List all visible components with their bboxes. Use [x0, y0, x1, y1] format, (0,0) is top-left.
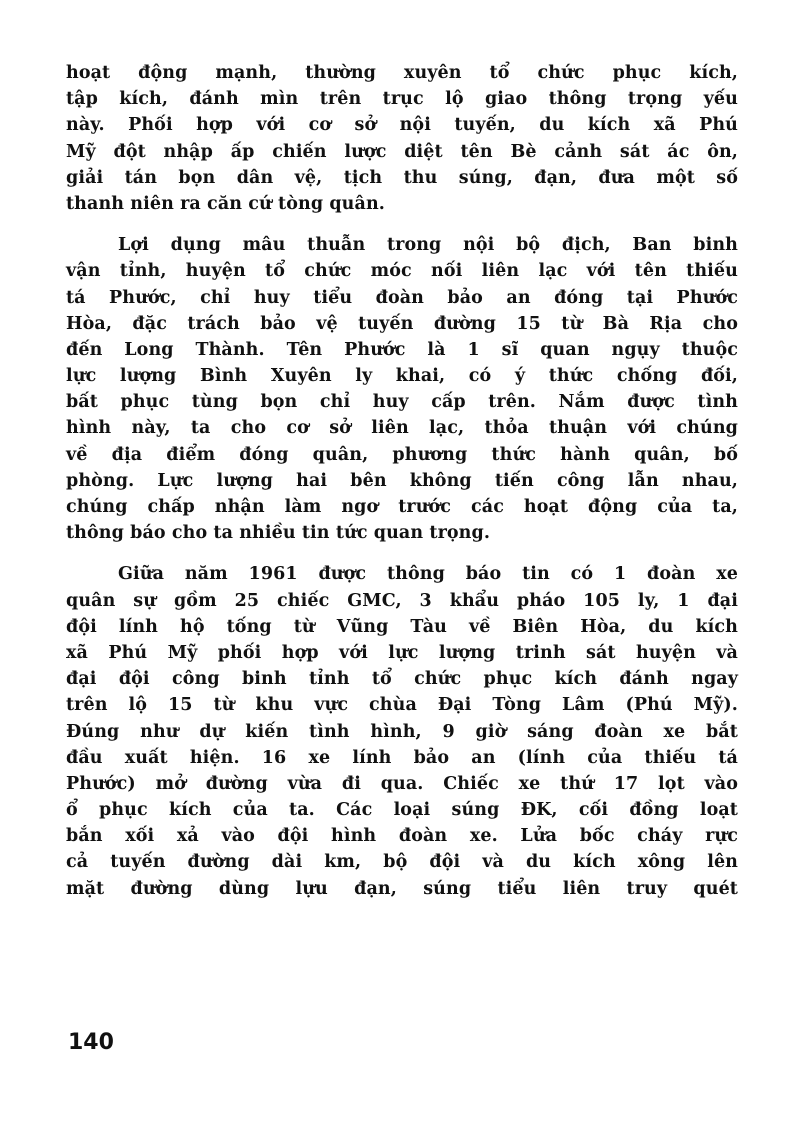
text-line: Lợi dụng mâu thuẫn trong nội bộ địch, Ban binh: [118, 235, 738, 256]
text-line: cả tuyến đường dài km, bộ đội và du kích xông lên: [66, 852, 738, 873]
text-line: quân sự gồm 25 chiếc GMC, 3 khẩu pháo 105 ly, 1 đại: [66, 590, 738, 611]
text-line: xã Phú Mỹ phối hợp với lực lượng trinh sát huyện và: [66, 642, 738, 663]
body-text: [66, 60, 738, 917]
text-line: vận tỉnh, huyện tổ chức móc nối liên lạc với tên thiếu: [66, 261, 738, 282]
text-line: mặt đường dùng lựu đạn, súng tiểu liên truy quét: [66, 878, 738, 899]
text-line: Đúng như dự kiến tình hình, 9 giờ sáng đoàn xe bắt: [66, 721, 738, 742]
paragraph-2: [66, 232, 738, 546]
text-line: thông báo cho ta nhiều tin tức quan trọng.: [66, 523, 491, 544]
text-line: thanh niên ra căn cứ tòng quân.: [66, 193, 385, 214]
text-line: giải tán bọn dân vệ, tịch thu súng, đạn, đưa một số: [66, 167, 738, 188]
text-line: trên lộ 15 từ khu vực chùa Đại Tòng Lâm (Phú Mỹ).: [66, 695, 738, 716]
page-number: 140: [68, 1030, 114, 1055]
text-line: Phước) mở đường vừa đi qua. Chiếc xe thứ 17 lọt vào: [66, 773, 738, 794]
text-line: hình này, ta cho cơ sở liên lạc, thỏa thuận với chúng: [66, 418, 738, 439]
text-line: về địa điểm đóng quân, phương thức hành quân, bố: [66, 444, 738, 465]
text-line: bất phục tùng bọn chỉ huy cấp trên. Nắm được tình: [66, 392, 738, 413]
text-line: bắn xối xả vào đội hình đoàn xe. Lửa bốc cháy rực: [66, 826, 738, 847]
text-line: này. Phối hợp với cơ sở nội tuyến, du kích xã Phú: [66, 115, 738, 136]
text-line: đầu xuất hiện. 16 xe lính bảo an (lính của thiếu tá: [66, 747, 738, 768]
text-line: lực lượng Bình Xuyên ly khai, có ý thức chống đối,: [66, 366, 738, 387]
text-line: ổ phục kích của ta. Các loại súng ĐK, cối đồng loạt: [66, 800, 738, 821]
text-line: tập kích, đánh mìn trên trục lộ giao thông trọng yếu: [66, 89, 738, 110]
text-line: phòng. Lực lượng hai bên không tiến công lẫn nhau,: [66, 470, 738, 491]
text-line: đại đội công binh tỉnh tổ chức phục kích đánh ngay: [66, 669, 738, 690]
text-line: đến Long Thành. Tên Phước là 1 sĩ quan ngụy thuộc: [66, 339, 738, 360]
text-line: Giữa năm 1961 được thông báo tin có 1 đoàn xe: [118, 564, 738, 585]
text-line: chúng chấp nhận làm ngơ trước các hoạt động của ta,: [66, 497, 738, 517]
text-line: tá Phước, chỉ huy tiểu đoàn bảo an đóng tại Phước: [66, 287, 738, 308]
text-line: đội lính hộ tống từ Vũng Tàu về Biên Hòa, du kích: [66, 616, 738, 637]
text-line: Hòa, đặc trách bảo vệ tuyến đường 15 từ Bà Rịa cho: [66, 313, 738, 334]
text-line: hoạt động mạnh, thường xuyên tổ chức phục kích,: [66, 63, 738, 83]
paragraph-3: [66, 561, 738, 901]
paragraph-1: [66, 60, 738, 217]
text-line: Mỹ đột nhập ấp chiến lược diệt tên Bè cảnh sát ác ôn,: [66, 141, 738, 162]
